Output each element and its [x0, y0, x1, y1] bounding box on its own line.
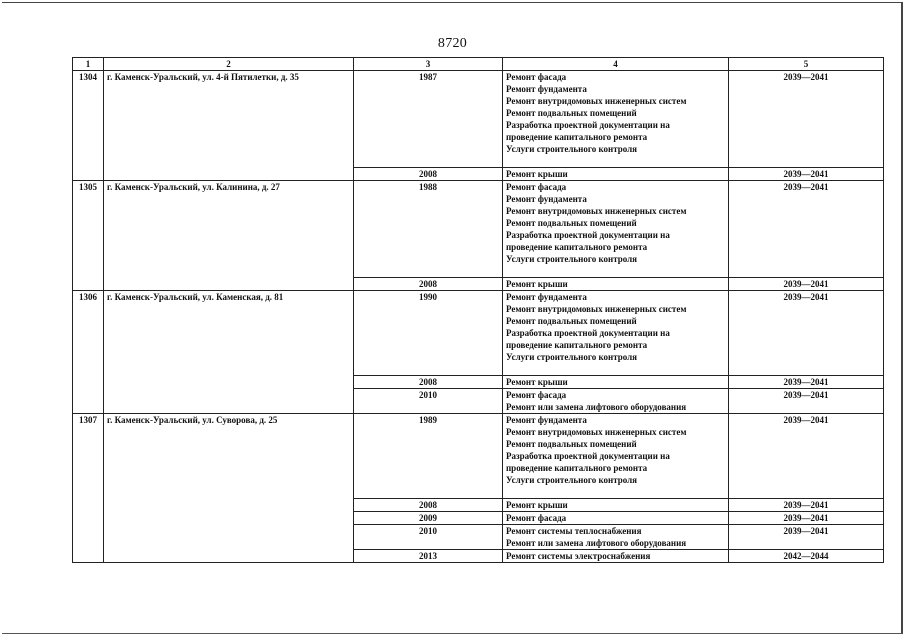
work-item: Ремонт фасада	[506, 390, 567, 400]
table-row	[73, 291, 884, 376]
works-cell	[503, 168, 729, 181]
house-number-cell: 1305	[73, 181, 104, 291]
repair-period-cell: 2039—2041	[729, 168, 884, 181]
address-cell: г. Каменск-Уральский, ул. Суворова, д. 25	[104, 414, 354, 563]
work-item: Ремонт крыши	[506, 169, 568, 179]
works-cell	[503, 376, 729, 389]
table-row	[73, 71, 884, 168]
house-number-cell: 1304	[73, 71, 104, 181]
works-cell	[503, 414, 729, 499]
year-cell: 2010	[354, 389, 503, 414]
address-cell: г. Каменск-Уральский, ул. Калинина, д. 27	[104, 181, 354, 291]
work-item: Ремонт подвальных помещений	[506, 439, 637, 449]
year-cell: 1988	[354, 181, 503, 278]
work-item: Услуги строительного контроля	[506, 475, 638, 485]
work-item: Ремонт подвальных помещений	[506, 108, 637, 118]
address-cell: г. Каменск-Уральский, ул. 4-й Пятилетки, д. 35	[104, 71, 354, 181]
work-item: Ремонт фундамента	[506, 194, 587, 204]
repair-period-cell: 2039—2041	[729, 278, 884, 291]
repair-period-cell: 2039—2041	[729, 499, 884, 512]
repair-period-cell: 2039—2041	[729, 181, 884, 278]
works-cell	[503, 525, 729, 550]
address-cell: г. Каменск-Уральский, ул. Каменская, д. 81	[104, 291, 354, 414]
year-cell: 2009	[354, 512, 503, 525]
repair-period-cell: 2039—2041	[729, 291, 884, 376]
work-item: Ремонт внутридомовых инженерных систем	[506, 206, 687, 216]
works-cell	[503, 278, 729, 291]
repair-period-cell: 2039—2041	[729, 71, 884, 168]
column-header-5: 5	[729, 58, 884, 71]
work-item: Услуги строительного контроля	[506, 144, 638, 154]
work-item: Ремонт системы электроснабжения	[506, 551, 651, 561]
repair-period-cell: 2039—2041	[729, 389, 884, 414]
page-number: 8720	[437, 36, 468, 51]
work-item: Услуги строительного контроля	[506, 254, 638, 264]
year-cell: 1987	[354, 71, 503, 168]
table-header	[73, 58, 884, 71]
work-item: проведение капитального ремонта	[506, 340, 648, 350]
work-item: Ремонт или замена лифтового оборудования	[506, 538, 687, 548]
year-cell: 2008	[354, 499, 503, 512]
year-cell: 2008	[354, 278, 503, 291]
works-cell	[503, 512, 729, 525]
repair-period-cell: 2042—2044	[729, 550, 884, 563]
work-item: проведение капитального ремонта	[506, 242, 648, 252]
work-item: проведение капитального ремонта	[506, 132, 648, 142]
capital-repair-register-table	[72, 57, 884, 563]
table-row	[73, 414, 884, 499]
work-item: Разработка проектной документации на	[506, 451, 670, 461]
work-item: Разработка проектной документации на	[506, 230, 670, 240]
works-cell	[503, 71, 729, 168]
repair-period-cell: 2039—2041	[729, 376, 884, 389]
work-item: Ремонт фундамента	[506, 84, 587, 94]
work-item: Ремонт внутридомовых инженерных систем	[506, 96, 687, 106]
work-item: Ремонт крыши	[506, 279, 568, 289]
work-item: Ремонт фасада	[506, 182, 567, 192]
works-cell	[503, 550, 729, 563]
work-item: Ремонт внутридомовых инженерных систем	[506, 304, 687, 314]
year-cell: 1989	[354, 414, 503, 499]
work-item: Ремонт подвальных помещений	[506, 218, 637, 228]
house-number-cell: 1307	[73, 414, 104, 563]
work-item: Ремонт фасада	[506, 513, 567, 523]
work-item: Ремонт подвальных помещений	[506, 316, 637, 326]
year-cell: 2010	[354, 525, 503, 550]
works-cell	[503, 291, 729, 376]
column-header-4: 4	[503, 58, 729, 71]
year-cell: 2008	[354, 376, 503, 389]
work-item: Ремонт фундамента	[506, 292, 587, 302]
work-item: Разработка проектной документации на	[506, 120, 670, 130]
work-item: Ремонт фасада	[506, 72, 567, 82]
works-cell	[503, 389, 729, 414]
column-header-3: 3	[354, 58, 503, 71]
year-cell: 1990	[354, 291, 503, 376]
table-body	[73, 71, 884, 563]
house-number-cell: 1306	[73, 291, 104, 414]
work-item: Разработка проектной документации на	[506, 328, 670, 338]
work-item: Ремонт крыши	[506, 500, 568, 510]
work-item: Ремонт или замена лифтового оборудования	[506, 402, 687, 412]
work-item: Ремонт системы теплоснабжения	[506, 526, 642, 536]
table-row	[73, 181, 884, 278]
work-item: Ремонт фундамента	[506, 415, 587, 425]
works-cell	[503, 499, 729, 512]
year-cell: 2013	[354, 550, 503, 563]
work-item: проведение капитального ремонта	[506, 463, 648, 473]
column-header-2: 2	[104, 58, 354, 71]
repair-period-cell: 2039—2041	[729, 414, 884, 499]
work-item: Ремонт внутридомовых инженерных систем	[506, 427, 687, 437]
work-item: Услуги строительного контроля	[506, 352, 638, 362]
year-cell: 2008	[354, 168, 503, 181]
repair-period-cell: 2039—2041	[729, 525, 884, 550]
column-header-1: 1	[73, 58, 104, 71]
work-item: Ремонт крыши	[506, 377, 568, 387]
repair-period-cell: 2039—2041	[729, 512, 884, 525]
works-cell	[503, 181, 729, 278]
